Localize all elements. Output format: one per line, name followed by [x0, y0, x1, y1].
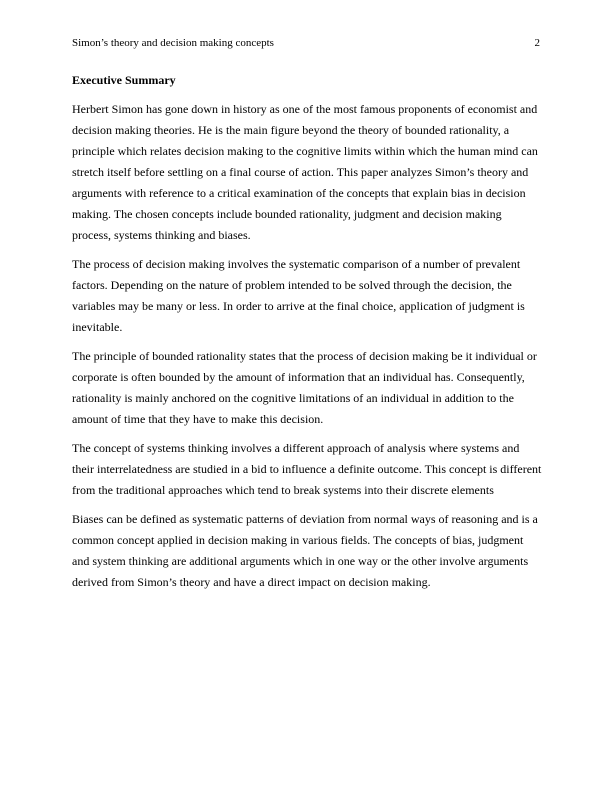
paragraph-bounded-rationality: The principle of bounded rationality states that the process of decision making be it individual or corporate is often bounded by the amount of information that an individual has. Consequently, rationality is mainly anchored on the cognitive limitations of an individual in addition to the amount of time that they have to make this decision.: [72, 349, 537, 426]
page-number: 2: [534, 37, 540, 49]
section-title: Executive Summary: [72, 73, 176, 87]
page-body: [72, 70, 542, 601]
paragraph-systems-thinking: The concept of systems thinking involves a different approach of analysis where systems and their interrelatedness are studied in a bid to influence a definite outcome. This concept is different from the traditional approaches which tend to break systems into their discrete elements: [72, 441, 542, 497]
paragraph-intro: Herbert Simon has gone down in history as one of the most famous proponents of economist and decision making theories. He is the main figure beyond the theory of bounded rationality, a principle which relates decision making to the cognitive limits within which the human mind can stretch itself before settling on a final course of action. This paper analyzes Simon’s theory and arguments with reference to a critical examination of the concepts that explain bias in decision making. The chosen concepts include bounded rationality, judgment and decision making process, systems thinking and biases.: [72, 102, 538, 242]
paragraph-biases: Biases can be defined as systematic patterns of deviation from normal ways of reasoning and is a common concept applied in decision making in various fields. The concepts of bias, judgment and system thinking are additional arguments which in one way or the other involve arguments derived from Simon’s theory and have a direct impact on decision making.: [72, 512, 538, 589]
paragraph-decision-process: The process of decision making involves the systematic comparison of a number of prevalent factors. Depending on the nature of problem intended to be solved through the decision, the variables may be many or less. In order to arrive at the final choice, application of judgment is inevitable.: [72, 257, 525, 334]
running-head: Simon’s theory and decision making concepts: [72, 37, 274, 49]
